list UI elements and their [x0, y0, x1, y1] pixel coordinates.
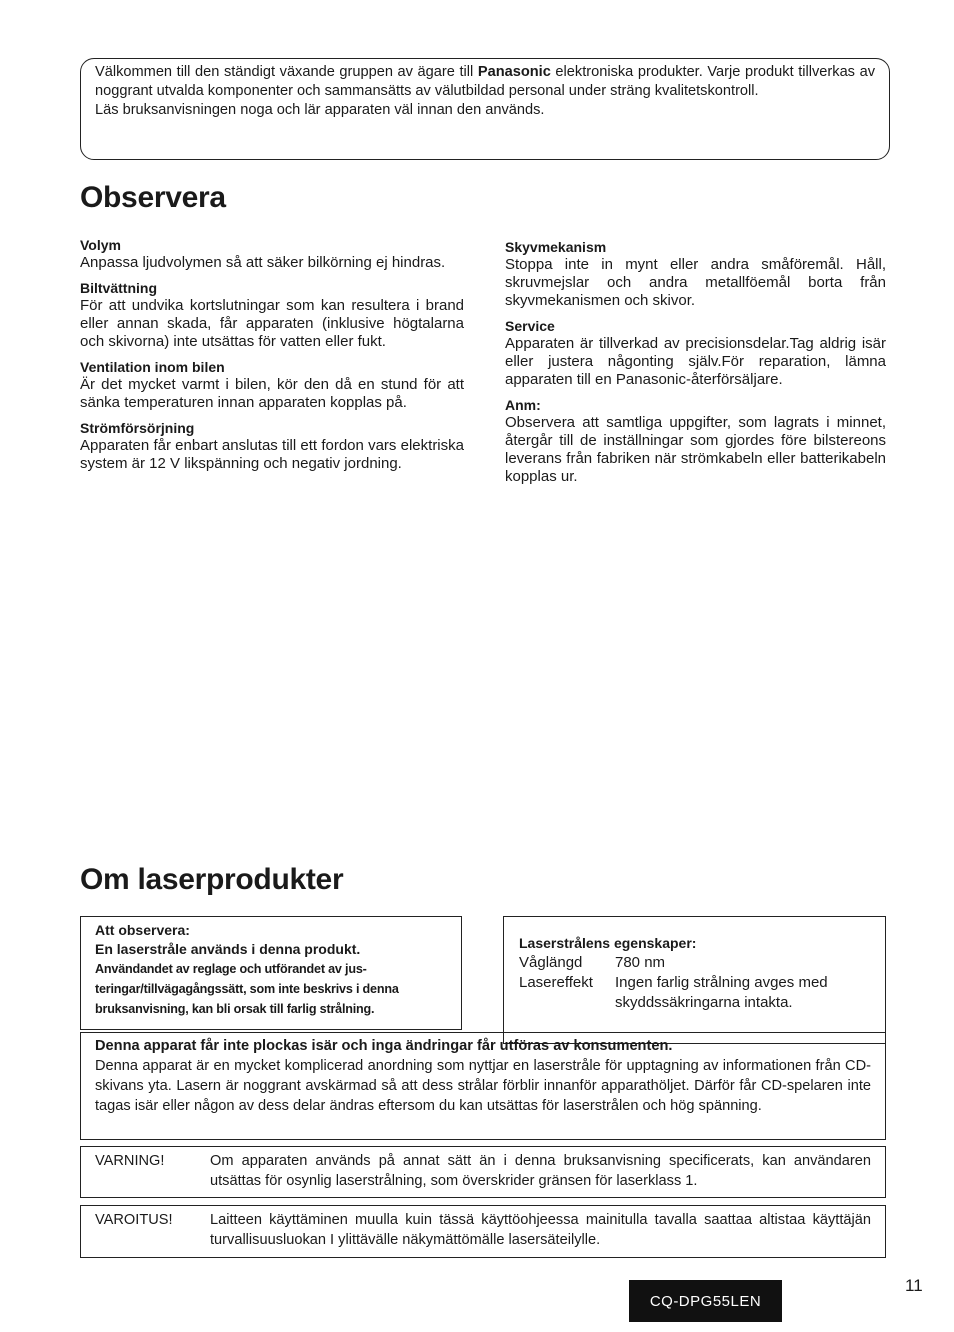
property-label: Lasereffekt	[519, 974, 593, 991]
laser-main-notice-box	[80, 1032, 886, 1140]
page-number: 11	[905, 1276, 923, 1295]
section-text-stromforsorjning: Apparaten får enbart anslutas till ett fordon vars elektriska system är 12 V likspänning och negativ jordning.	[80, 437, 464, 472]
laser-main-notice-text: Denna apparat är en mycket komplicerad anordning som nyttjar en laserstråle för upptagning av informationen från CD-skivans yta. Lasern är noggrant avskärmad så att dess strålar förblir innanför apparathöljet. Därför får CD-spelaren inte tagas isär eller någon av dess delar ändras eftersom du kan utsättas för laserstrålen och hög spänning.	[95, 1058, 871, 1114]
section-title-skyvmekanism: Skyvmekanism	[505, 239, 607, 255]
observera-left-column	[80, 236, 464, 473]
section-text-anm: Observera att samtliga uppgifter, som lagrats i minnet, återgår till de inställningar som gjordes före bilstereons leverans från fabriken när strömkabeln eller batterikabeln kopplas ur.	[505, 414, 886, 485]
laser-warning-subtitle: En laserstråle används i denna produkt.	[95, 941, 361, 957]
property-label: Våglängd	[519, 954, 583, 971]
property-value: 780 nm	[615, 954, 666, 971]
brand-name: Panasonic	[477, 64, 551, 80]
section-heading-observera: Observera	[80, 181, 226, 214]
section-text-volym: Anpassa ljudvolymen så att säker bilkörning ej hindras.	[80, 254, 446, 271]
laser-property-row	[519, 953, 885, 973]
section-title-service: Service	[505, 318, 555, 334]
section-title-stromforsorjning: Strömförsörjning	[80, 420, 195, 436]
varoitus-box	[80, 1205, 886, 1258]
section-text-biltvattning: För att undvika kortslutningar som kan resultera i brand eller annan skada, får apparaten (inklusive högtalarna och skivorna) inte utsättas för vatten eller fukt.	[80, 297, 464, 350]
section-title-biltvattning: Biltvättning	[80, 280, 157, 296]
laser-warning-box	[80, 916, 462, 1030]
intro-text-2: Läs bruksanvisningen noga och lär apparaten väl innan den används.	[95, 102, 545, 118]
property-value: Ingen farlig strålning avges med skyddssäkringarna intakta.	[615, 974, 828, 1011]
laser-warning-text: Användandet av reglage och utförandet av jus- teringar/tillvägagångssätt, som inte beskrivs i denna bruksanvisning, kan bli orsak till farlig strålning.	[95, 962, 399, 1016]
section-title-anm: Anm:	[505, 397, 541, 413]
varoitus-label: VAROITUS!	[95, 1212, 173, 1228]
laser-properties-box	[503, 916, 886, 1044]
section-text-ventilation: Är det mycket varmt i bilen, kör den då en stund för att sänka temperaturen innan apparaten kopplas på.	[80, 376, 464, 411]
laser-property-row	[519, 973, 885, 1013]
varoitus-text: Laitteen käyttäminen muulla kuin tässä käyttöohjeessa mainitulla tavalla saattaa altistaa käyttäjän turvallisuusluokan I ylittävälle näkymättömälle lasersäteilylle.	[210, 1212, 871, 1248]
varning-box	[80, 1146, 886, 1198]
intro-text: Välkommen till den ständigt växande gruppen av ägare till Panasonic elektroniska produkter. Varje produkt tillverkas av noggrant utvalda komponenter och sammansätts av välutbildad personal under sträng kvalitetskontroll.	[95, 64, 875, 99]
varning-text: Om apparaten används på annat sätt än i denna bruksanvisning specificerats, kan användaren utsättas för osynlig laserstrålning, som överskrider gränsen för laserklass 1.	[210, 1153, 871, 1189]
intro-box	[80, 58, 890, 160]
varning-label: VARNING!	[95, 1153, 165, 1169]
section-title-ventilation: Ventilation inom bilen	[80, 359, 225, 375]
laser-main-notice-title: Denna apparat får inte plockas isär och inga ändringar får utföras av konsumenten.	[95, 1038, 673, 1054]
section-text-skyvmekanism: Stoppa inte in mynt eller andra småföremål. Håll, skruvmejslar och andra metallföemål borta från skyvmekanismen och skivor.	[505, 256, 886, 309]
observera-right-column	[505, 238, 886, 486]
model-badge: CQ-DPG55LEN	[629, 1280, 782, 1322]
laser-warning-title: Att observera:	[95, 922, 190, 938]
section-title-volym: Volym	[80, 237, 121, 253]
laser-properties-title: Laserstrålens egenskaper:	[519, 935, 697, 951]
section-text-service: Apparaten är tillverkad av precisionsdelar.Tag aldrig isär eller justera någonting själv.För reparation, lämna apparaten till en Panasonic-återförsäljare.	[505, 335, 886, 388]
section-heading-laser: Om laserprodukter	[80, 863, 344, 896]
